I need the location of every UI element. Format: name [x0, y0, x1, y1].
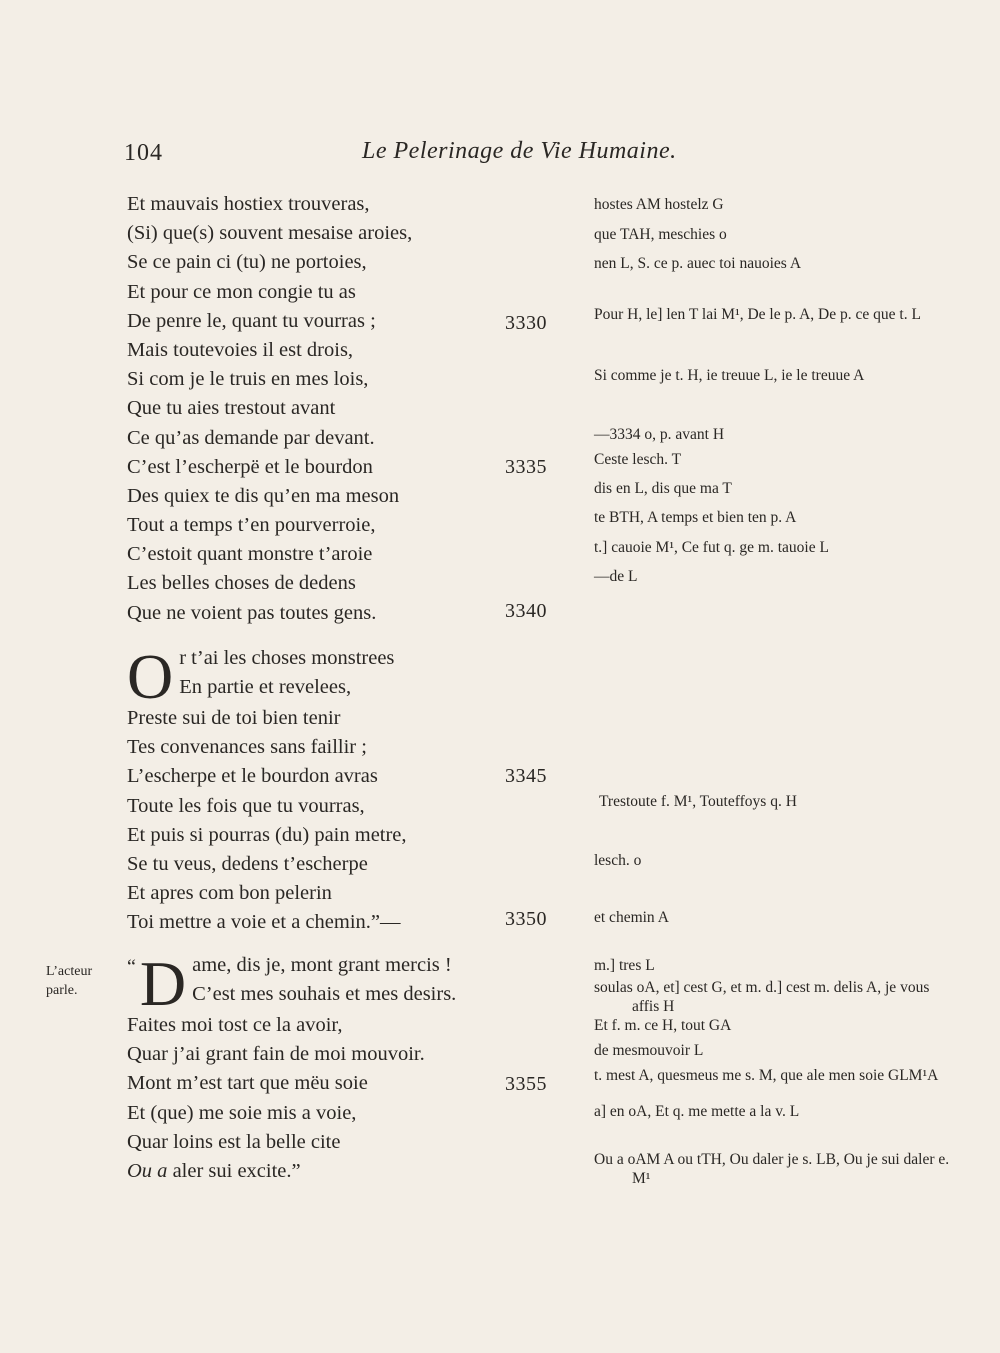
open-quote: “: [127, 956, 136, 978]
verse-line: C’est mes souhais et mes desirs.: [192, 983, 457, 1006]
verse-line: Si com je le truis en mes lois,: [127, 368, 369, 391]
variant-note: de mesmouvoir L: [594, 1042, 704, 1059]
verse-line: r t’ai les choses monstrees: [179, 647, 395, 669]
line-number: 3355: [505, 1073, 547, 1095]
verse-line: Que ne voient pas toutes gens.: [127, 601, 377, 624]
variant-note: —3334 o, p. avant H: [594, 426, 725, 443]
variant-note: et chemin A: [594, 909, 669, 926]
variant-note: nen L, S. ce p. auec toi nauoies A: [594, 255, 802, 272]
verse-line: Mont m’est tart que mëu soie: [127, 1072, 368, 1095]
verse-line: Et apres com bon pelerin: [127, 882, 332, 905]
verse-line: Ce qu’as demande par devant.: [127, 426, 375, 449]
line-number: 3335: [505, 456, 547, 478]
variant-note: m.] tres L: [594, 957, 655, 974]
verse-line: Quar loins est la belle cite: [127, 1130, 341, 1153]
verse-line: Tes convenances sans faillir ;: [127, 736, 367, 759]
variant-note: dis en L, dis que ma T: [594, 480, 732, 497]
verse-block-2: [127, 641, 507, 938]
verse-line: [127, 1157, 507, 1186]
verse-line: Et pour ce mon congie tu as: [127, 280, 356, 303]
page-number: 104: [124, 140, 163, 166]
verse-line: Les belles choses de dedens: [127, 572, 356, 595]
variant-note: Et f. m. ce H, tout GA: [594, 1017, 732, 1034]
verse-line: De penre le, quant tu vourras ;: [127, 309, 376, 332]
verse-line: C’est l’escherpë et le bourdon: [127, 455, 373, 478]
verse-line: (Si) que(s) souvent mesaise aroies,: [127, 222, 413, 245]
verse-line: Se tu veus, dedens t’escherpe: [127, 852, 368, 875]
verse-line: Et mauvais hostiex trouveras,: [127, 193, 370, 215]
verse-line: Tout a temps t’en pourverroie,: [127, 514, 376, 537]
verse-line: Toute les fois que tu vourras,: [127, 794, 365, 817]
variant-note: hostes AM hostelz G: [594, 196, 724, 213]
variant-note: t. mest A, quesmeus me s. M, que ale men soie GLM¹A: [594, 1067, 939, 1084]
variant-note: te BTH, A temps et bien ten p. A: [594, 509, 797, 526]
line-number: 3350: [505, 908, 547, 930]
verse-italic: Ou a: [127, 1159, 168, 1182]
line-number: 3345: [505, 765, 547, 787]
verse-block-1: [127, 190, 507, 628]
variant-note: —de L: [594, 568, 638, 585]
variant-note: Ou a oAM A ou tTH, Ou daler je s. LB, Ou je sui daler e. M¹: [594, 1151, 950, 1187]
running-title: Le Pelerinage de Vie Humaine.: [362, 138, 677, 164]
verse-line: Que tu aies trestout avant: [127, 397, 336, 420]
verse-line: Quar j’ai grant fain de moi mouvoir.: [127, 1043, 425, 1066]
verse-line: En partie et revelees,: [179, 676, 352, 699]
margin-note: [46, 962, 92, 1000]
line-number: 3340: [505, 600, 547, 622]
variant-note: a] en oA, Et q. me mette a la v. L: [594, 1103, 800, 1120]
variant-note: Trestoute f. M¹, Touteffoys q. H: [599, 793, 797, 810]
variant-note: lesch. o: [594, 852, 642, 869]
verse-line: Faites moi tost ce la avoir,: [127, 1014, 343, 1036]
verse-line: Se ce pain ci (tu) ne portoies,: [127, 251, 367, 274]
variant-note: t.] cauoie M¹, Ce fut q. ge m. tauoie L: [594, 539, 829, 556]
variant-note: que TAH, meschies o: [594, 226, 727, 243]
verse-line: Mais toutevoies il est drois,: [127, 338, 354, 361]
variant-note: Pour H, le] len T lai M¹, De le p. A, De p. ce que t. L: [594, 306, 921, 323]
variant-note: Ceste lesch. T: [594, 451, 682, 468]
verse-line: Des quiex te dis qu’en ma meson: [127, 484, 400, 507]
verse-line: C’estoit quant monstre t’aroie: [127, 543, 373, 566]
drop-cap: D: [139, 948, 187, 1019]
verse-line: ame, dis je, mont grant mercis !: [192, 954, 452, 976]
verse-line: Et puis si pourras (du) pain metre,: [127, 823, 407, 846]
verse-line: Preste sui de toi bien tenir: [127, 707, 341, 729]
verse-line: L’escherpe et le bourdon avras: [127, 765, 378, 788]
variant-note: Si comme je t. H, ie treuue L, ie le treuue A: [594, 367, 865, 384]
margin-note-line: L’acteur: [46, 964, 93, 979]
variant-note: soulas oA, et] cest G, et m. d.] cest m. delis A, je vous affis H: [594, 979, 930, 1015]
line-number: 3330: [505, 312, 547, 334]
verse-text: aler sui excite.”: [167, 1159, 301, 1182]
margin-note-line: parle.: [46, 983, 78, 998]
verse-block-3: [127, 948, 507, 1186]
drop-cap: O: [127, 641, 174, 712]
verse-line: Et (que) me soie mis a voie,: [127, 1101, 357, 1124]
verse-line: Toi mettre a voie et a chemin.”—: [127, 911, 401, 934]
